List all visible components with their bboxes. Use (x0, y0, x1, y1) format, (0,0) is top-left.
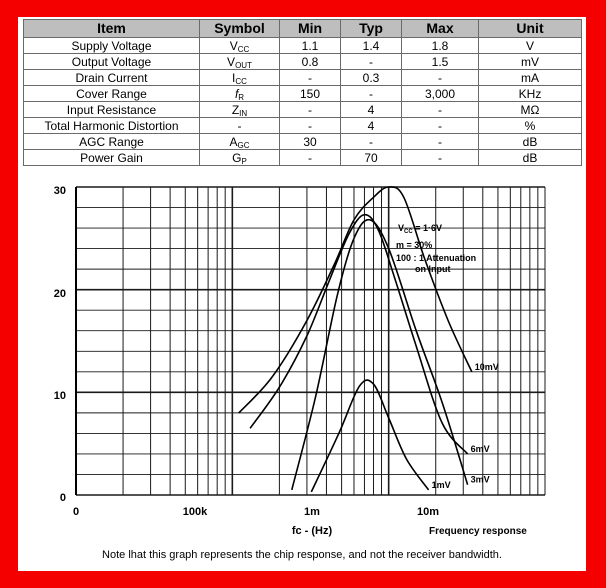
annotation-cc: CC (404, 229, 413, 235)
cell-unit: mV (479, 54, 582, 70)
cell-symbol (200, 134, 280, 150)
chart-title: Frequency response (429, 526, 527, 537)
cell-item: Supply Voltage (24, 38, 200, 54)
header-min: Min (280, 20, 341, 38)
cell-min: - (280, 70, 341, 86)
table-row (24, 118, 582, 134)
cell-symbol (200, 54, 280, 70)
symbol-letter: G (232, 150, 242, 165)
cell-min: - (280, 150, 341, 166)
response-curve-1mv (311, 380, 428, 492)
footnote: Note lhat this graph represents the chip response, and not the receiver bandwidth. (102, 549, 502, 561)
response-curves (239, 187, 499, 492)
curve-label-10mv: 10mV (474, 361, 499, 372)
cell-unit: % (479, 118, 582, 134)
cell-max: 1.5 (402, 54, 479, 70)
cell-typ: - (341, 86, 402, 102)
axis-labels (54, 185, 528, 537)
cell-item: Power Gain (24, 150, 200, 166)
cell-symbol (200, 150, 280, 166)
annotation-on-input: on Input (415, 264, 451, 274)
x-tick-label: 1m (304, 506, 320, 518)
cell-typ: 70 (341, 150, 402, 166)
cell-item: Drain Current (24, 70, 200, 86)
cell-max: - (402, 102, 479, 118)
symbol-letter: V (227, 54, 236, 69)
cell-typ: - (341, 54, 402, 70)
x-tick-label: 100k (182, 506, 208, 518)
cell-unit: dB (479, 150, 582, 166)
cell-max: - (402, 134, 479, 150)
cell-max: 3,000 (402, 86, 479, 102)
y-tick-label: 0 (59, 492, 66, 504)
cell-typ: 0.3 (341, 70, 402, 86)
header-item: Item (24, 20, 200, 38)
symbol-letter: Z (231, 102, 240, 117)
table-row (24, 150, 582, 166)
cell-symbol (200, 102, 280, 118)
datasheet (18, 17, 586, 571)
table-row (24, 54, 582, 70)
annotation-vcc-value: = 1·6V (412, 223, 442, 233)
cell-min: - (280, 102, 341, 118)
curve-label-6mv: 6mV (470, 443, 490, 454)
header-max: Max (402, 20, 479, 38)
cell-unit: mA (479, 70, 582, 86)
y-tick-label: 10 (53, 390, 66, 402)
x-tick-label: 0 (72, 506, 80, 518)
cell-min: - (280, 118, 341, 134)
cell-min: 1.1 (280, 38, 341, 54)
cell-symbol (200, 70, 280, 86)
header-unit: Unit (479, 20, 582, 38)
cell-item: Total Harmonic Distortion (24, 118, 200, 134)
symbol-letter: V (229, 38, 238, 53)
header-typ: Typ (341, 20, 402, 38)
cell-item: AGC Range (24, 134, 200, 150)
table-row (24, 86, 582, 102)
symbol-subscript: P (241, 156, 247, 166)
spec-table (23, 19, 582, 166)
cell-item: Output Voltage (24, 54, 200, 70)
table-row (24, 70, 582, 86)
cell-min: 0.8 (280, 54, 341, 70)
cell-max: - (402, 118, 479, 134)
x-tick-label: 10m (416, 506, 440, 518)
annotation-v: V (398, 223, 405, 233)
symbol-subscript: IN (239, 108, 248, 118)
cell-unit: KHz (479, 86, 582, 102)
cell-typ: 4 (341, 118, 402, 134)
x-axis-label: fc - (Hz) (291, 525, 333, 537)
y-tick-label: 20 (53, 288, 66, 300)
header-symbol: Symbol (200, 20, 280, 38)
cell-unit: dB (479, 134, 582, 150)
cell-typ: 4 (341, 102, 402, 118)
cell-unit: V (479, 38, 582, 54)
annotation-attenuation: 100 : 1 Attenuation (396, 253, 477, 263)
frequency-response-chart (18, 177, 586, 541)
y-tick-label: 30 (53, 185, 66, 197)
response-curve-10mv (239, 187, 472, 413)
symbol-subscript: GC (237, 140, 250, 150)
cell-typ: 1.4 (341, 38, 402, 54)
curve-label-1mv: 1mV (431, 479, 451, 490)
symbol-subscript: CC (237, 44, 250, 54)
symbol-subscript: CC (235, 76, 247, 86)
cell-typ: - (341, 134, 402, 150)
cell-max: - (402, 150, 479, 166)
symbol-subscript: OUT (235, 60, 252, 70)
table-row (24, 102, 582, 118)
table-row (24, 134, 582, 150)
cell-symbol (200, 38, 280, 54)
cell-unit: MΩ (479, 102, 582, 118)
table-header-row (24, 20, 582, 38)
symbol-letter: A (229, 134, 238, 149)
cell-max: 1.8 (402, 38, 479, 54)
cell-symbol (200, 86, 280, 102)
curve-label-3mv: 3mV (470, 474, 490, 485)
cell-min: 30 (280, 134, 341, 150)
cell-item: Cover Range (24, 86, 200, 102)
annotation-modulation: m = 30% (396, 240, 433, 250)
symbol-letter: - (237, 118, 242, 133)
cell-item: Input Resistance (24, 102, 200, 118)
symbol-letter: f (234, 86, 239, 101)
symbol-subscript: R (238, 92, 245, 102)
symbol-letter: I (232, 70, 236, 85)
cell-min: 150 (280, 86, 341, 102)
cell-symbol (200, 118, 280, 134)
cell-max: - (402, 70, 479, 86)
response-curve-6mv (250, 215, 468, 454)
table-row (24, 38, 582, 54)
